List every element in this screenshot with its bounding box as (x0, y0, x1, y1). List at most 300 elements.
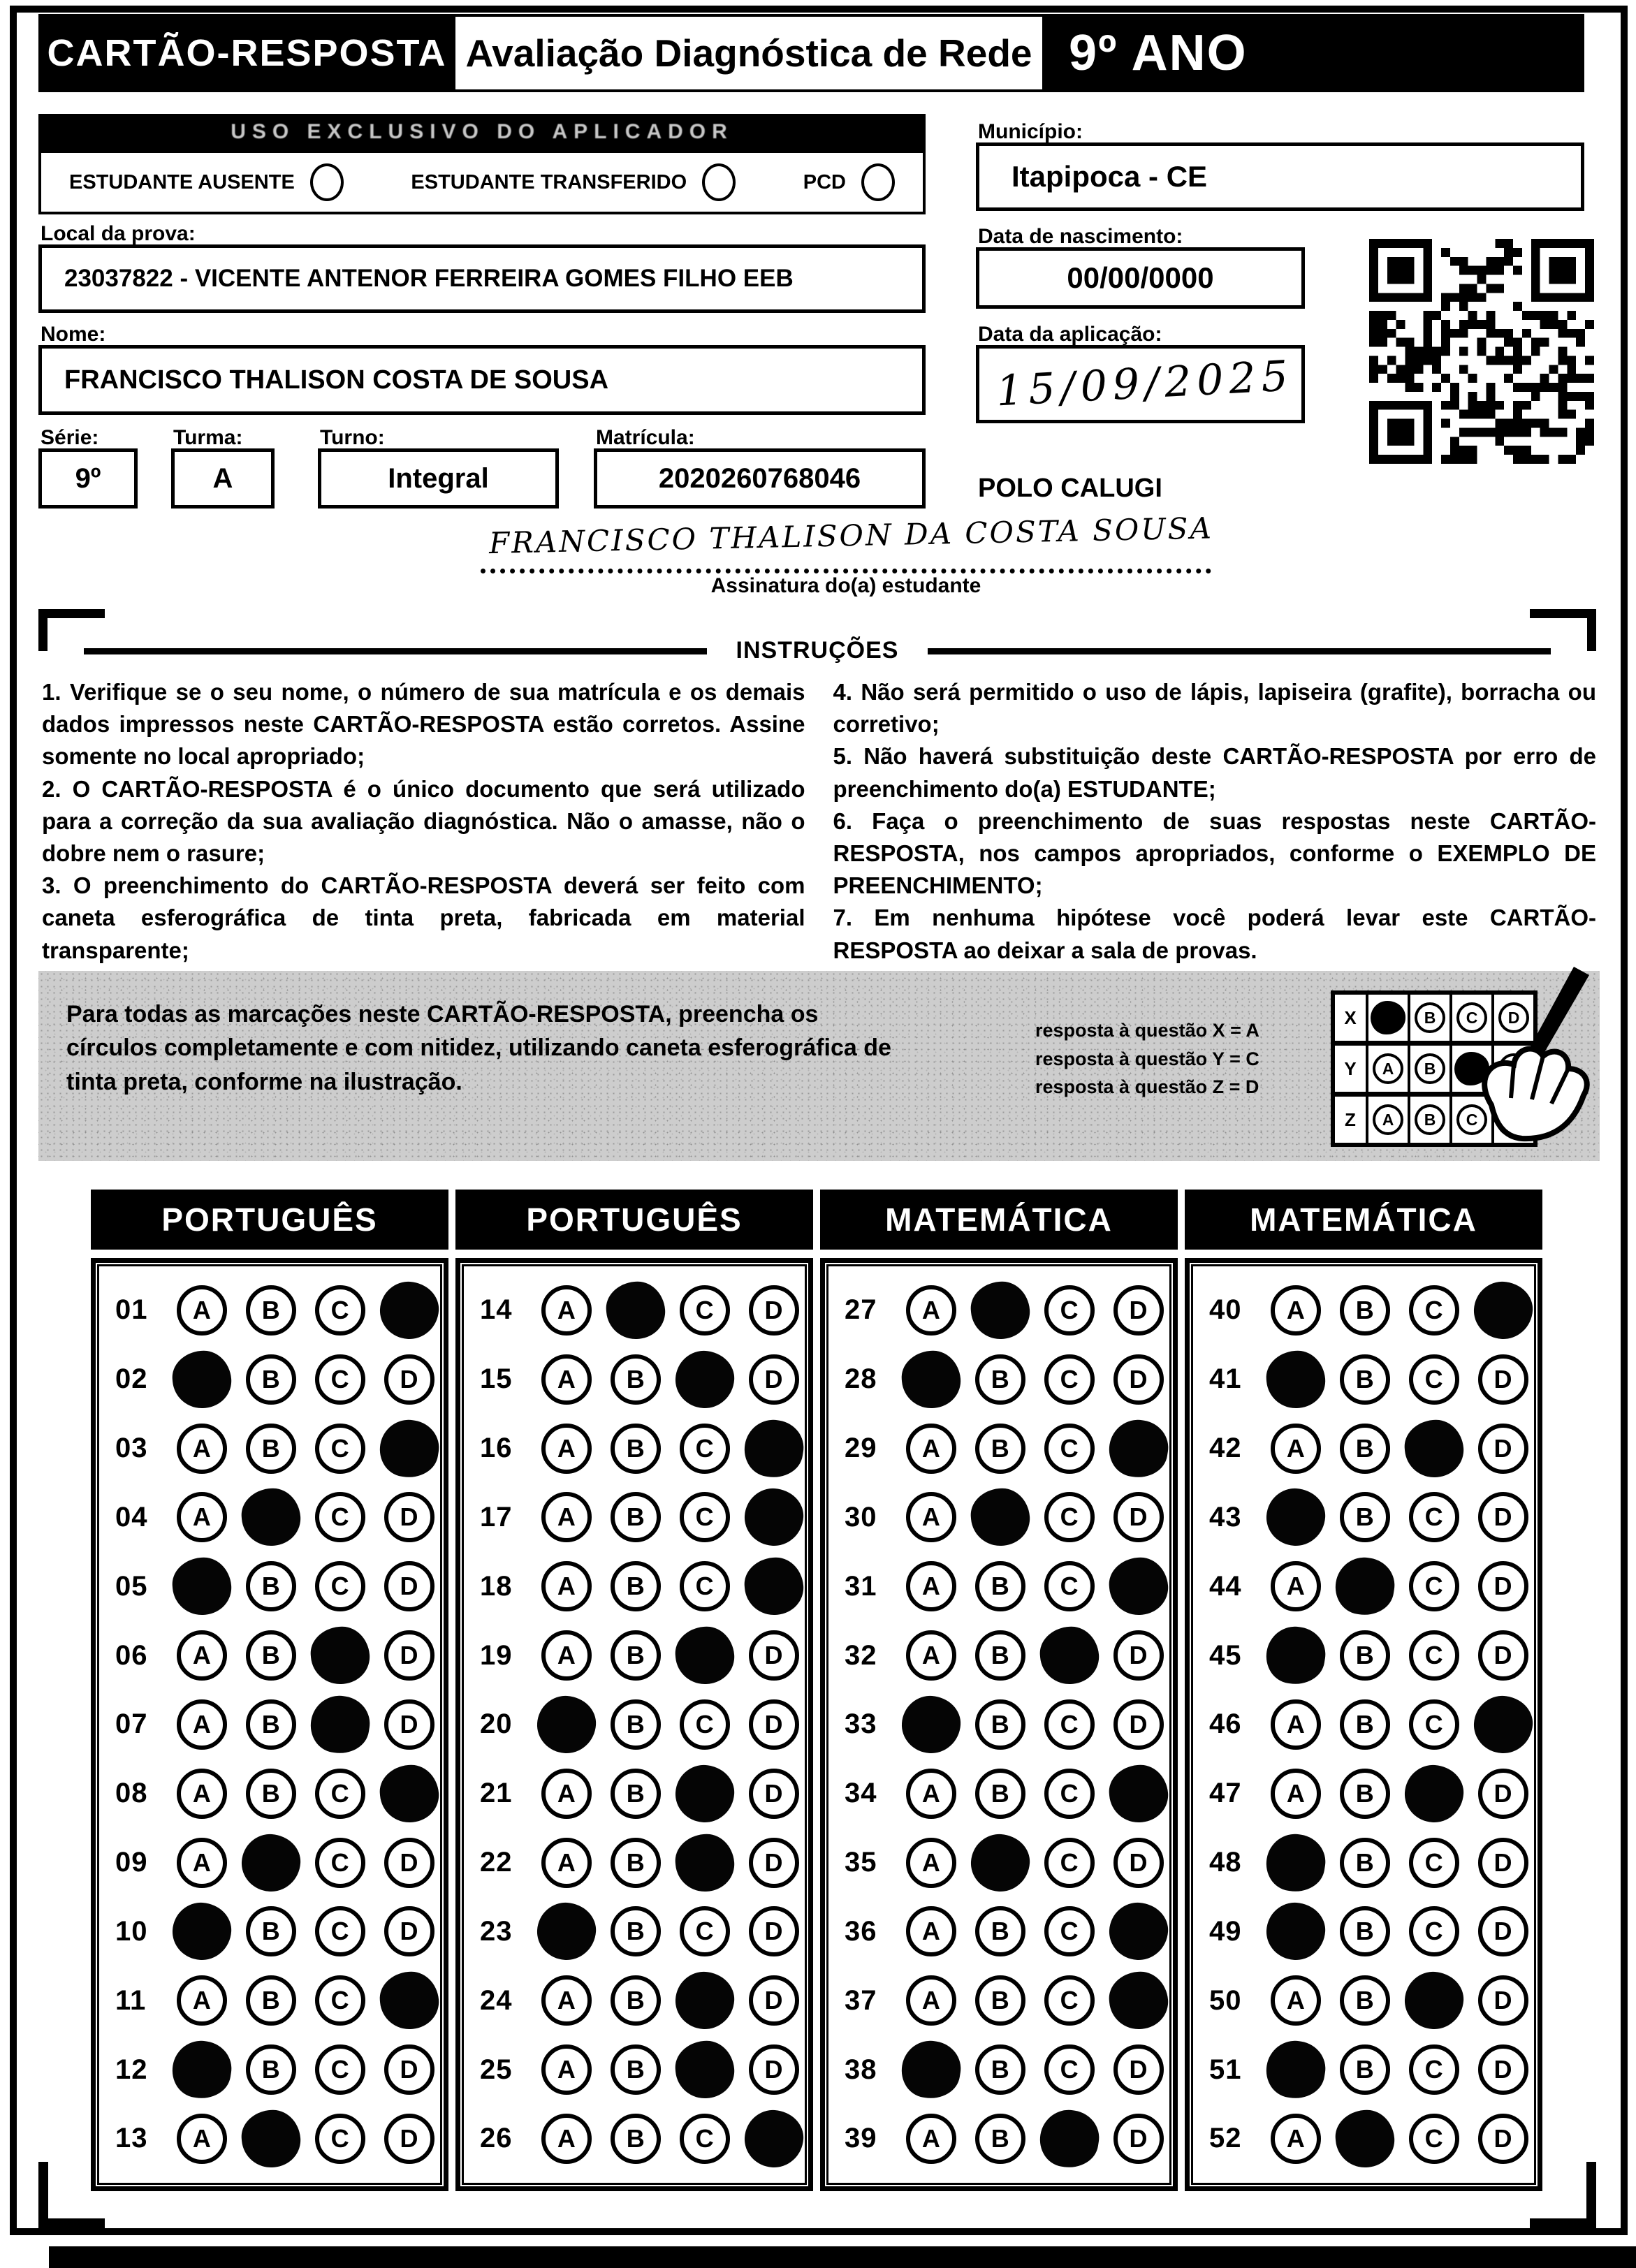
bubble-34-C[interactable] (1035, 1769, 1104, 1819)
bubble-24-D[interactable] (739, 1975, 808, 2026)
bubble-14-A[interactable] (532, 1285, 601, 1336)
bubble-15-C[interactable] (670, 1351, 739, 1408)
bubble-49-A[interactable] (1261, 1903, 1330, 1960)
bubble-37-D[interactable] (1104, 1972, 1173, 2029)
bubble-44-D[interactable] (1468, 1561, 1538, 1611)
empty-bubble-08-B[interactable]: B (246, 1769, 296, 1819)
bubble-04-B[interactable] (236, 1488, 305, 1546)
bubble-29-C[interactable] (1035, 1424, 1104, 1474)
marked-bubble-41-A[interactable] (1264, 1348, 1327, 1410)
marked-bubble-50-C[interactable] (1403, 1970, 1466, 2031)
bubble-51-B[interactable] (1330, 2044, 1399, 2095)
bubble-21-D[interactable] (739, 1769, 808, 1819)
empty-bubble-11-C[interactable]: C (315, 1975, 365, 2026)
empty-bubble-16-A[interactable]: A (541, 1424, 592, 1474)
bubble-45-D[interactable] (1468, 1630, 1538, 1681)
empty-bubble-20-C[interactable]: C (680, 1699, 730, 1750)
bubble-34-D[interactable] (1104, 1765, 1173, 1822)
marked-bubble-14-B[interactable] (604, 1279, 667, 1341)
bubble-12-C[interactable] (305, 2044, 374, 2095)
bubble-42-B[interactable] (1330, 1424, 1399, 1474)
bubble-41-D[interactable] (1468, 1354, 1538, 1405)
marked-bubble-32-C[interactable] (1037, 1625, 1101, 1687)
marked-bubble-26-D[interactable] (743, 2108, 805, 2170)
empty-bubble-39-D[interactable]: D (1113, 2114, 1164, 2164)
bubble-13-C[interactable] (305, 2114, 374, 2164)
empty-bubble-41-C[interactable]: C (1409, 1354, 1459, 1405)
empty-bubble-27-D[interactable]: D (1113, 1285, 1164, 1336)
empty-bubble-13-C[interactable]: C (315, 2114, 365, 2164)
bubble-43-C[interactable] (1399, 1492, 1468, 1542)
bubble-37-B[interactable] (965, 1975, 1035, 2026)
bubble-10-B[interactable] (236, 1906, 305, 1956)
bubble-25-B[interactable] (601, 2044, 670, 2095)
marked-bubble-23-A[interactable] (535, 1901, 598, 1963)
bubble-49-D[interactable] (1468, 1906, 1538, 1956)
bubble-09-D[interactable] (374, 1838, 444, 1888)
marked-bubble-36-D[interactable] (1107, 1901, 1170, 1963)
empty-bubble-48-D[interactable]: D (1478, 1838, 1528, 1888)
marked-bubble-11-D[interactable] (377, 1970, 441, 2032)
empty-bubble-39-A[interactable]: A (906, 2114, 956, 2164)
bubble-47-D[interactable] (1468, 1769, 1538, 1819)
bubble-47-B[interactable] (1330, 1769, 1399, 1819)
bubble-11-D[interactable] (374, 1972, 444, 2029)
empty-bubble-31-A[interactable]: A (906, 1561, 956, 1611)
marked-bubble-35-B[interactable] (969, 1832, 1032, 1894)
bubble-02-D[interactable] (374, 1354, 444, 1405)
bubble-45-A[interactable] (1261, 1627, 1330, 1684)
empty-bubble-25-B[interactable]: B (611, 2044, 661, 2095)
empty-bubble-04-D[interactable]: D (384, 1492, 434, 1542)
empty-bubble-50-D[interactable]: D (1478, 1975, 1528, 2026)
marked-bubble-13-B[interactable] (239, 2107, 302, 2170)
marked-bubble-04-B[interactable] (239, 1486, 302, 1549)
marked-bubble-19-C[interactable] (673, 1625, 736, 1687)
empty-bubble-31-C[interactable]: C (1044, 1561, 1095, 1611)
bubble-41-C[interactable] (1399, 1354, 1468, 1405)
empty-bubble-18-A[interactable]: A (541, 1561, 592, 1611)
bubble-39-D[interactable] (1104, 2114, 1173, 2164)
marked-bubble-39-C[interactable] (1036, 2106, 1103, 2172)
empty-bubble-15-A[interactable]: A (541, 1354, 592, 1405)
empty-bubble-06-B[interactable]: B (246, 1630, 296, 1681)
bubble-36-C[interactable] (1035, 1906, 1104, 1956)
empty-bubble-19-B[interactable]: B (611, 1630, 661, 1681)
marked-bubble-27-B[interactable] (968, 1279, 1032, 1341)
empty-bubble-03-C[interactable]: C (315, 1424, 365, 1474)
empty-bubble-22-A[interactable]: A (541, 1838, 592, 1888)
bubble-40-A[interactable] (1261, 1285, 1330, 1336)
bubble-33-D[interactable] (1104, 1699, 1173, 1750)
bubble-46-D[interactable] (1468, 1696, 1538, 1753)
empty-bubble-13-D[interactable]: D (384, 2114, 434, 2164)
empty-bubble-47-D[interactable]: D (1478, 1769, 1528, 1819)
empty-bubble-37-B[interactable]: B (975, 1975, 1025, 2026)
pcd-bubble[interactable] (861, 163, 895, 201)
marked-bubble-30-B[interactable] (968, 1486, 1032, 1549)
bubble-13-A[interactable] (167, 2114, 236, 2164)
marked-bubble-42-C[interactable] (1402, 1417, 1466, 1479)
empty-bubble-09-A[interactable]: A (177, 1838, 227, 1888)
bubble-52-C[interactable] (1399, 2114, 1468, 2164)
bubble-40-B[interactable] (1330, 1285, 1399, 1336)
bubble-51-D[interactable] (1468, 2044, 1538, 2095)
bubble-38-A[interactable] (896, 2041, 965, 2098)
bubble-26-A[interactable] (532, 2114, 601, 2164)
bubble-33-B[interactable] (965, 1699, 1035, 1750)
bubble-36-D[interactable] (1104, 1903, 1173, 1960)
empty-bubble-21-A[interactable]: A (541, 1769, 592, 1819)
marked-bubble-28-A[interactable] (899, 1348, 963, 1410)
empty-bubble-24-B[interactable]: B (611, 1975, 661, 2026)
empty-bubble-19-A[interactable]: A (541, 1630, 592, 1681)
bubble-20-C[interactable] (670, 1699, 739, 1750)
bubble-08-D[interactable] (374, 1765, 444, 1822)
bubble-10-C[interactable] (305, 1906, 374, 1956)
empty-bubble-48-C[interactable]: C (1409, 1838, 1459, 1888)
bubble-47-A[interactable] (1261, 1769, 1330, 1819)
empty-bubble-05-D[interactable]: D (384, 1561, 434, 1611)
bubble-03-B[interactable] (236, 1424, 305, 1474)
empty-bubble-09-D[interactable]: D (384, 1838, 434, 1888)
marked-bubble-05-A[interactable] (170, 1556, 233, 1618)
marked-bubble-37-D[interactable] (1107, 1970, 1170, 2032)
bubble-35-C[interactable] (1035, 1838, 1104, 1888)
empty-bubble-33-C[interactable]: C (1044, 1699, 1095, 1750)
bubble-22-B[interactable] (601, 1838, 670, 1888)
marked-bubble-17-D[interactable] (743, 1487, 805, 1549)
empty-bubble-26-C[interactable]: C (680, 2114, 730, 2164)
bubble-09-C[interactable] (305, 1838, 374, 1888)
empty-bubble-46-B[interactable]: B (1340, 1699, 1390, 1750)
bubble-38-B[interactable] (965, 2044, 1035, 2095)
bubble-20-A[interactable] (532, 1696, 601, 1753)
marked-bubble-51-A[interactable] (1262, 2037, 1329, 2102)
bubble-07-A[interactable] (167, 1699, 236, 1750)
empty-bubble-28-D[interactable]: D (1113, 1354, 1164, 1405)
bubble-41-B[interactable] (1330, 1354, 1399, 1405)
bubble-05-B[interactable] (236, 1561, 305, 1611)
empty-bubble-12-C[interactable]: C (315, 2044, 365, 2095)
bubble-44-A[interactable] (1261, 1561, 1330, 1611)
bubble-24-B[interactable] (601, 1975, 670, 2026)
estudante-ausente-bubble[interactable] (310, 163, 344, 201)
empty-bubble-51-D[interactable]: D (1478, 2044, 1528, 2095)
bubble-06-A[interactable] (167, 1630, 236, 1681)
bubble-21-A[interactable] (532, 1769, 601, 1819)
bubble-28-B[interactable] (965, 1354, 1035, 1405)
bubble-15-D[interactable] (739, 1354, 808, 1405)
bubble-38-C[interactable] (1035, 2044, 1104, 2095)
empty-bubble-35-C[interactable]: C (1044, 1838, 1095, 1888)
empty-bubble-03-B[interactable]: B (246, 1424, 296, 1474)
marked-bubble-25-C[interactable] (673, 2039, 736, 2101)
empty-bubble-42-A[interactable]: A (1271, 1424, 1321, 1474)
bubble-14-C[interactable] (670, 1285, 739, 1336)
empty-bubble-38-B[interactable]: B (975, 2044, 1025, 2095)
empty-bubble-29-C[interactable]: C (1044, 1424, 1095, 1474)
empty-bubble-02-D[interactable]: D (384, 1354, 434, 1405)
marked-bubble-24-C[interactable] (673, 1970, 736, 2031)
bubble-40-C[interactable] (1399, 1285, 1468, 1336)
bubble-04-C[interactable] (305, 1492, 374, 1542)
marked-bubble-09-B[interactable] (240, 1832, 302, 1894)
empty-bubble-10-D[interactable]: D (384, 1906, 434, 1956)
bubble-32-A[interactable] (896, 1630, 965, 1681)
bubble-07-B[interactable] (236, 1699, 305, 1750)
empty-bubble-44-D[interactable]: D (1478, 1561, 1528, 1611)
bubble-41-A[interactable] (1261, 1351, 1330, 1408)
bubble-03-C[interactable] (305, 1424, 374, 1474)
bubble-49-B[interactable] (1330, 1906, 1399, 1956)
empty-bubble-45-D[interactable]: D (1478, 1630, 1528, 1681)
empty-bubble-51-B[interactable]: B (1340, 2044, 1390, 2095)
empty-bubble-28-C[interactable]: C (1044, 1354, 1095, 1405)
bubble-17-D[interactable] (739, 1488, 808, 1546)
empty-bubble-46-C[interactable]: C (1409, 1699, 1459, 1750)
empty-bubble-29-B[interactable]: B (975, 1424, 1025, 1474)
bubble-10-A[interactable] (167, 1903, 236, 1960)
bubble-04-A[interactable] (167, 1492, 236, 1542)
empty-bubble-42-B[interactable]: B (1340, 1424, 1390, 1474)
bubble-35-A[interactable] (896, 1838, 965, 1888)
empty-bubble-52-A[interactable]: A (1271, 2114, 1321, 2164)
empty-bubble-14-A[interactable]: A (541, 1285, 592, 1336)
bubble-08-C[interactable] (305, 1769, 374, 1819)
bubble-19-C[interactable] (670, 1627, 739, 1684)
bubble-46-B[interactable] (1330, 1699, 1399, 1750)
bubble-50-C[interactable] (1399, 1972, 1468, 2029)
empty-bubble-23-D[interactable]: D (749, 1906, 799, 1956)
bubble-45-B[interactable] (1330, 1630, 1399, 1681)
bubble-34-B[interactable] (965, 1769, 1035, 1819)
empty-bubble-07-A[interactable]: A (177, 1699, 227, 1750)
bubble-30-B[interactable] (965, 1488, 1035, 1546)
empty-bubble-27-C[interactable]: C (1044, 1285, 1095, 1336)
empty-bubble-40-C[interactable]: C (1409, 1285, 1459, 1336)
bubble-46-A[interactable] (1261, 1699, 1330, 1750)
bubble-27-C[interactable] (1035, 1285, 1104, 1336)
bubble-18-A[interactable] (532, 1561, 601, 1611)
bubble-05-C[interactable] (305, 1561, 374, 1611)
estudante-transferido-bubble[interactable] (702, 163, 736, 201)
bubble-01-C[interactable] (305, 1285, 374, 1336)
bubble-47-C[interactable] (1399, 1765, 1468, 1822)
bubble-13-B[interactable] (236, 2110, 305, 2167)
bubble-19-B[interactable] (601, 1630, 670, 1681)
bubble-50-B[interactable] (1330, 1975, 1399, 2026)
empty-bubble-44-A[interactable]: A (1271, 1561, 1321, 1611)
bubble-23-C[interactable] (670, 1906, 739, 1956)
bubble-18-C[interactable] (670, 1561, 739, 1611)
empty-bubble-43-D[interactable]: D (1478, 1492, 1528, 1542)
empty-bubble-27-A[interactable]: A (906, 1285, 956, 1336)
empty-bubble-07-B[interactable]: B (246, 1699, 296, 1750)
bubble-48-A[interactable] (1261, 1834, 1330, 1892)
empty-bubble-30-C[interactable]: C (1044, 1492, 1095, 1542)
bubble-17-C[interactable] (670, 1492, 739, 1542)
bubble-23-A[interactable] (532, 1903, 601, 1960)
empty-bubble-48-B[interactable]: B (1340, 1838, 1390, 1888)
empty-bubble-28-B[interactable]: B (975, 1354, 1025, 1405)
bubble-14-D[interactable] (739, 1285, 808, 1336)
empty-bubble-36-B[interactable]: B (975, 1906, 1025, 1956)
empty-bubble-07-D[interactable]: D (384, 1699, 434, 1750)
empty-bubble-30-A[interactable]: A (906, 1492, 956, 1542)
empty-bubble-10-B[interactable]: B (246, 1906, 296, 1956)
empty-bubble-18-B[interactable]: B (611, 1561, 661, 1611)
bubble-06-B[interactable] (236, 1630, 305, 1681)
empty-bubble-36-C[interactable]: C (1044, 1906, 1095, 1956)
empty-bubble-35-D[interactable]: D (1113, 1838, 1164, 1888)
bubble-35-B[interactable] (965, 1834, 1035, 1892)
bubble-04-D[interactable] (374, 1492, 444, 1542)
empty-bubble-45-B[interactable]: B (1340, 1630, 1390, 1681)
empty-bubble-24-A[interactable]: A (541, 1975, 592, 2026)
empty-bubble-04-A[interactable]: A (177, 1492, 227, 1542)
bubble-39-B[interactable] (965, 2114, 1035, 2164)
bubble-23-B[interactable] (601, 1906, 670, 1956)
marked-bubble-06-C[interactable] (308, 1625, 372, 1687)
bubble-12-B[interactable] (236, 2044, 305, 2095)
empty-bubble-18-C[interactable]: C (680, 1561, 730, 1611)
bubble-08-A[interactable] (167, 1769, 236, 1819)
marked-bubble-07-C[interactable] (307, 1692, 374, 1757)
empty-bubble-22-B[interactable]: B (611, 1838, 661, 1888)
bubble-27-B[interactable] (965, 1282, 1035, 1339)
bubble-29-A[interactable] (896, 1424, 965, 1474)
marked-bubble-52-B[interactable] (1333, 2107, 1396, 2170)
bubble-31-A[interactable] (896, 1561, 965, 1611)
empty-bubble-02-B[interactable]: B (246, 1354, 296, 1405)
empty-bubble-17-A[interactable]: A (541, 1492, 592, 1542)
bubble-52-D[interactable] (1468, 2114, 1538, 2164)
empty-bubble-40-B[interactable]: B (1340, 1285, 1390, 1336)
bubble-46-C[interactable] (1399, 1699, 1468, 1750)
marked-bubble-45-A[interactable] (1262, 1623, 1329, 1688)
bubble-29-D[interactable] (1104, 1420, 1173, 1477)
empty-bubble-15-B[interactable]: B (611, 1354, 661, 1405)
bubble-17-A[interactable] (532, 1492, 601, 1542)
marked-bubble-29-D[interactable] (1105, 1415, 1172, 1481)
bubble-30-D[interactable] (1104, 1492, 1173, 1542)
bubble-30-C[interactable] (1035, 1492, 1104, 1542)
empty-bubble-20-D[interactable]: D (749, 1699, 799, 1750)
empty-bubble-42-D[interactable]: D (1478, 1424, 1528, 1474)
bubble-07-C[interactable] (305, 1696, 374, 1753)
empty-bubble-17-C[interactable]: C (680, 1492, 730, 1542)
bubble-49-C[interactable] (1399, 1906, 1468, 1956)
bubble-23-D[interactable] (739, 1906, 808, 1956)
bubble-16-B[interactable] (601, 1424, 670, 1474)
empty-bubble-50-B[interactable]: B (1340, 1975, 1390, 2026)
empty-bubble-12-D[interactable]: D (384, 2044, 434, 2095)
bubble-27-A[interactable] (896, 1285, 965, 1336)
marked-bubble-02-A[interactable] (170, 1348, 233, 1410)
empty-bubble-38-D[interactable]: D (1113, 2044, 1164, 2095)
marked-bubble-12-A[interactable] (168, 2037, 235, 2102)
empty-bubble-19-D[interactable]: D (749, 1630, 799, 1681)
bubble-52-B[interactable] (1330, 2110, 1399, 2167)
empty-bubble-06-D[interactable]: D (384, 1630, 434, 1681)
bubble-25-D[interactable] (739, 2044, 808, 2095)
empty-bubble-17-B[interactable]: B (611, 1492, 661, 1542)
empty-bubble-33-B[interactable]: B (975, 1699, 1025, 1750)
bubble-16-A[interactable] (532, 1424, 601, 1474)
marked-bubble-48-A[interactable] (1262, 1830, 1329, 1896)
bubble-48-B[interactable] (1330, 1838, 1399, 1888)
bubble-42-C[interactable] (1399, 1420, 1468, 1477)
bubble-10-D[interactable] (374, 1906, 444, 1956)
marked-bubble-49-A[interactable] (1264, 1901, 1327, 1963)
empty-bubble-52-D[interactable]: D (1478, 2114, 1528, 2164)
bubble-31-B[interactable] (965, 1561, 1035, 1611)
bubble-30-A[interactable] (896, 1492, 965, 1542)
marked-bubble-10-A[interactable] (170, 1901, 233, 1963)
empty-bubble-29-A[interactable]: A (906, 1424, 956, 1474)
bubble-43-D[interactable] (1468, 1492, 1538, 1542)
marked-bubble-03-D[interactable] (376, 1415, 443, 1481)
bubble-16-D[interactable] (739, 1420, 808, 1477)
bubble-21-C[interactable] (670, 1765, 739, 1822)
bubble-37-A[interactable] (896, 1975, 965, 2026)
marked-bubble-33-A[interactable] (900, 1694, 963, 1755)
bubble-32-D[interactable] (1104, 1630, 1173, 1681)
empty-bubble-09-C[interactable]: C (315, 1838, 365, 1888)
empty-bubble-12-B[interactable]: B (246, 2044, 296, 2095)
empty-bubble-08-A[interactable]: A (177, 1769, 227, 1819)
empty-bubble-39-B[interactable]: B (975, 2114, 1025, 2164)
empty-bubble-45-C[interactable]: C (1409, 1630, 1459, 1681)
bubble-01-D[interactable] (374, 1282, 444, 1339)
empty-bubble-06-A[interactable]: A (177, 1630, 227, 1681)
marked-bubble-15-C[interactable] (673, 1349, 736, 1410)
marked-bubble-47-C[interactable] (1403, 1763, 1466, 1824)
bubble-44-B[interactable] (1330, 1558, 1399, 1615)
empty-bubble-44-C[interactable]: C (1409, 1561, 1459, 1611)
bubble-26-D[interactable] (739, 2110, 808, 2167)
bubble-28-D[interactable] (1104, 1354, 1173, 1405)
empty-bubble-32-A[interactable]: A (906, 1630, 956, 1681)
marked-bubble-43-A[interactable] (1264, 1487, 1327, 1549)
bubble-27-D[interactable] (1104, 1285, 1173, 1336)
empty-bubble-49-D[interactable]: D (1478, 1906, 1528, 1956)
bubble-51-A[interactable] (1261, 2041, 1330, 2098)
bubble-35-D[interactable] (1104, 1838, 1173, 1888)
empty-bubble-32-B[interactable]: B (975, 1630, 1025, 1681)
bubble-11-C[interactable] (305, 1975, 374, 2026)
marked-bubble-31-D[interactable] (1107, 1556, 1170, 1618)
empty-bubble-31-B[interactable]: B (975, 1561, 1025, 1611)
bubble-34-A[interactable] (896, 1769, 965, 1819)
empty-bubble-03-A[interactable]: A (177, 1424, 227, 1474)
empty-bubble-16-C[interactable]: C (680, 1424, 730, 1474)
bubble-07-D[interactable] (374, 1699, 444, 1750)
empty-bubble-24-D[interactable]: D (749, 1975, 799, 2026)
bubble-29-B[interactable] (965, 1424, 1035, 1474)
bubble-38-D[interactable] (1104, 2044, 1173, 2095)
empty-bubble-51-C[interactable]: C (1409, 2044, 1459, 2095)
empty-bubble-47-A[interactable]: A (1271, 1769, 1321, 1819)
empty-bubble-05-B[interactable]: B (246, 1561, 296, 1611)
bubble-02-B[interactable] (236, 1354, 305, 1405)
empty-bubble-22-D[interactable]: D (749, 1838, 799, 1888)
empty-bubble-25-D[interactable]: D (749, 2044, 799, 2095)
marked-bubble-08-D[interactable] (377, 1762, 441, 1824)
bubble-05-A[interactable] (167, 1558, 236, 1615)
bubble-48-C[interactable] (1399, 1838, 1468, 1888)
